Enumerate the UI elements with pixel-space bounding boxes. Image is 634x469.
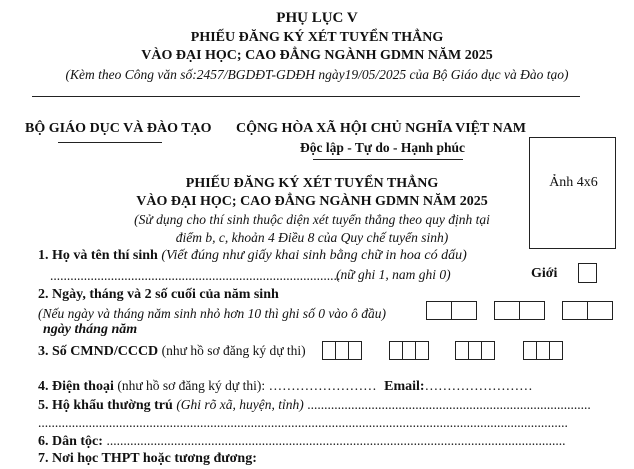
id-cell[interactable] <box>468 341 482 360</box>
id-cell[interactable] <box>536 341 550 360</box>
gender-box[interactable] <box>578 263 597 283</box>
gender-hint: (nữ ghi 1, nam ghi 0) <box>336 267 451 282</box>
id-cell[interactable] <box>549 341 563 360</box>
form-note-line2: điểm b, c, khoản 4 Điều 8 của Quy chế tuyển sinh) <box>175 230 449 245</box>
id-cells-group4[interactable] <box>523 341 563 360</box>
appendix-title: PHỤ LỤC V <box>276 10 358 26</box>
phone-label: 4. Điện thoại <box>38 379 114 394</box>
form-title-line1: PHIẾU ĐĂNG KÝ XÉT TUYỂN THẲNG <box>185 176 439 191</box>
dob-cell[interactable] <box>451 301 477 320</box>
id-label: 3. Số CMND/CCCD <box>38 344 159 359</box>
ministry-name: BỘ GIÁO DỤC VÀ ĐÀO TẠO <box>25 121 212 136</box>
id-field <box>38 343 306 360</box>
motto: Độc lập - Tự do - Hạnh phúc <box>300 140 466 155</box>
dob-cell[interactable] <box>587 301 613 320</box>
id-cell[interactable] <box>348 341 362 360</box>
name-field <box>38 248 467 264</box>
dob-year-cells[interactable] <box>562 301 613 320</box>
residence-hint: (Ghi rõ xã, huyện, tỉnh) <box>176 397 304 412</box>
id-cell[interactable] <box>389 341 403 360</box>
motto-underline <box>313 159 463 160</box>
dob-cell[interactable] <box>494 301 520 320</box>
reference-note: (Kèm theo Công văn số:2457/BGDĐT-GDĐH ngày19/05/2025 của Bộ Giáo dục và Đào tạo) <box>65 67 569 82</box>
id-cells-group3[interactable] <box>455 341 495 360</box>
residence-label: 5. Hộ khẩu thường trú <box>38 398 173 413</box>
ethnicity-label: 6. Dân tộc: <box>38 434 103 449</box>
id-cell[interactable] <box>322 341 336 360</box>
residence-dots[interactable]: .................................................................................... <box>307 397 591 412</box>
id-cell[interactable] <box>523 341 537 360</box>
email-label: Email: <box>384 379 425 394</box>
id-cells-group2[interactable] <box>389 341 429 360</box>
id-cells-group1[interactable] <box>322 341 362 360</box>
header-divider <box>32 96 580 97</box>
dob-day-cells[interactable] <box>426 301 477 320</box>
header-title-line2: VÀO ĐẠI HỌC; CAO ĐẲNG NGÀNH GDMN NĂM 2025 <box>141 48 493 63</box>
ministry-underline <box>58 142 162 143</box>
dob-label: 2. Ngày, tháng và 2 số cuối của năm sinh <box>38 287 279 302</box>
residence-field <box>38 397 591 414</box>
ethnicity-dots[interactable]: ........................................................................................................................................ <box>106 433 566 448</box>
dob-cell[interactable] <box>562 301 588 320</box>
id-hint: (như hồ sơ đăng ký dự thi) <box>161 343 306 358</box>
ethnicity-field <box>38 433 565 450</box>
id-cell[interactable] <box>415 341 429 360</box>
school-label: 7. Nơi học THPT hoặc tương đương: <box>38 451 257 466</box>
name-dots[interactable]: ...................................................................................... <box>50 268 341 283</box>
dob-cell[interactable] <box>426 301 452 320</box>
name-hint: (Viết đúng như giấy khai sinh bằng chữ in hoa có dấu) <box>161 248 467 263</box>
form-title-line2: VÀO ĐẠI HỌC; CAO ĐẲNG NGÀNH GDMN NĂM 2025 <box>136 194 488 209</box>
dob-cell[interactable] <box>519 301 545 320</box>
id-cell[interactable] <box>335 341 349 360</box>
dob-month-cells[interactable] <box>494 301 545 320</box>
phone-dots[interactable]: …………………… <box>268 378 377 393</box>
residence-dots-line2[interactable]: ............................................................................................................................................................. <box>38 415 568 430</box>
header-title-line1: PHIẾU ĐĂNG KÝ XÉT TUYỂN THẲNG <box>190 30 444 45</box>
id-cell[interactable] <box>402 341 416 360</box>
dob-hint: (Nếu ngày và tháng năm sinh nhỏ hơn 10 thì ghi số 0 vào ô đầu) <box>38 306 387 321</box>
id-cell[interactable] <box>455 341 469 360</box>
country-name: CỘNG HÒA XÃ HỘI CHỦ NGHĨA VIỆT NAM <box>236 121 527 136</box>
name-label: 1. Họ và tên thí sinh <box>38 248 158 263</box>
email-dots[interactable]: …………………… <box>424 378 533 393</box>
id-cell[interactable] <box>481 341 495 360</box>
form-note-line1: (Sử dụng cho thí sinh thuộc diện xét tuyển thẳng theo quy định tại <box>134 212 490 227</box>
phone-hint: (như hồ sơ đăng ký dự thi): <box>117 378 266 393</box>
phone-field <box>38 378 533 395</box>
gender-label: Giới <box>531 266 558 281</box>
dob-sublabel: ngày tháng năm <box>43 322 138 337</box>
photo-label: Ảnh 4x6 <box>549 175 598 190</box>
